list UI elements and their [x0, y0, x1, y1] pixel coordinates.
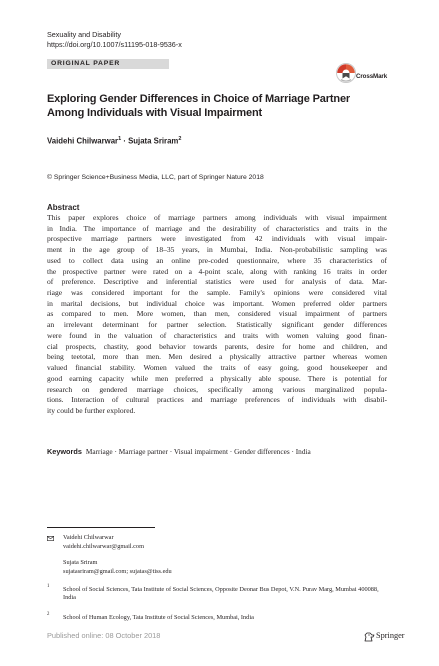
abstract-line: were found in the valuation of characteristics and traits with women valuing good finan-	[47, 330, 387, 340]
coauthor-name: Sujata Sriram	[63, 559, 98, 566]
crossmark-label[interactable]: CrossMark	[356, 73, 388, 80]
keyword: Visual impairment	[173, 447, 228, 456]
keywords	[47, 447, 311, 457]
author-affiliation-mark: 2	[178, 136, 182, 142]
abstract-line: valued financial stability. Women valued the traits of easy going, good housekeeper and	[47, 363, 387, 373]
springer-horse-icon	[363, 632, 375, 642]
keyword: India	[295, 447, 311, 456]
abstract-line: being teetotal, more than men. Men desired a physically attractive partner whereas women	[47, 352, 387, 362]
footnote-divider	[47, 527, 155, 528]
article-type-label: ORIGINAL PAPER	[51, 60, 121, 67]
abstract-line: in India. The importance of marriage and the desirability of characteristics and traits in the	[47, 223, 387, 233]
affiliation-text: School of Social Sciences, Tata Institute of Social Sciences, Opposite Deonar Bus Depot, V.N. Purav Marg, Mumbai 400088, India	[63, 586, 379, 602]
abstract-line: an irrelevant determinant for partner selection. Statistically significant gender differences	[47, 320, 387, 330]
abstract-body	[47, 213, 387, 417]
journal-name: Sexuality and Disability	[47, 30, 121, 39]
envelope-icon	[47, 536, 54, 541]
abstract-line: cial prospects, chastity, good behavior towards parents, desire for home and children, and	[47, 341, 387, 351]
abstract-line: prospective marriage partners were investigated from 42 individuals with visual impair-	[47, 234, 387, 244]
abstract-line: This paper explores choice of marriage partners among individuals with visual impairment	[47, 213, 387, 222]
keyword-separator: ·	[167, 447, 174, 456]
keyword-separator: ·	[112, 447, 119, 456]
abstract-line: ment in the age group of 18–35 years, in Mumbai, India. Non-probabilistic sampling was	[47, 245, 387, 255]
abstract-line: good earning capacity while men preferred a physically able spouse. There is potential for	[47, 373, 387, 383]
abstract-line: the prospective partner were rated on a 4-point scale, along with ranking 16 traits in order	[47, 266, 387, 276]
affiliation-text: School of Human Ecology, Tata Institute of Social Sciences, Mumbai, India	[63, 614, 254, 621]
copyright-notice: © Springer Science+Business Media, LLC, part of Springer Nature 2018	[47, 174, 264, 181]
keyword: Marriage partner	[118, 447, 168, 456]
abstract-line: ity could be further explored.	[47, 405, 136, 415]
abstract-line: research on gendered marriage choices, specifically among various marginalized popula-	[47, 384, 387, 394]
affiliation-number: 1	[47, 584, 50, 589]
author-list	[47, 134, 181, 147]
keyword-separator: ·	[289, 447, 296, 456]
abstract-line: riage was considered important for the sample. Family's opinions were considered vital	[47, 288, 387, 298]
corresponding-author-name: Vaidehi Chilwarwar	[63, 534, 114, 541]
author-name[interactable]: Vaidehi Chilwarwar	[47, 136, 119, 146]
affiliation-number: 2	[47, 612, 50, 617]
keyword: Marriage	[85, 447, 113, 456]
published-date: Published online: 08 October 2018	[47, 631, 161, 640]
abstract-line: as compared to men. More women, than men, considered visual impairment of partners	[47, 309, 387, 319]
author-name[interactable]: Sujata Sriram	[128, 136, 179, 146]
abstract-line: used to collect data using an online pre-coded questionnaire, where 35 characteristics of	[47, 255, 387, 265]
coauthor-email[interactable]: sujatasriram@gmail.com; sujatas@tiss.edu	[63, 567, 172, 575]
doi-link[interactable]: https://doi.org/10.1007/s11195-018-9536-x	[47, 40, 182, 49]
abstract-line: of preference. Descriptive and inferential statistics were used for analysis of data. Mar-	[47, 277, 387, 287]
keyword: Gender differences	[234, 447, 290, 456]
article-title: Exploring Gender Differences in Choice of Marriage Partner Among Individuals with Visual Impairment	[47, 93, 351, 119]
publisher-logo-text: Springer	[376, 631, 405, 640]
keywords-label: Keywords	[47, 447, 82, 456]
abstract-line: in marital decisions, but individual choice was important. Women preferred older partners	[47, 298, 387, 308]
author-separator: ·	[123, 136, 126, 146]
abstract-heading: Abstract	[47, 203, 80, 212]
abstract-line: tions. Interaction of cultural practices and marriage preferences of individuals with disabil-	[47, 395, 387, 405]
keyword-separator: ·	[227, 447, 235, 456]
author-affiliation-mark: 1	[118, 136, 122, 142]
corresponding-author-email[interactable]: vaidehi.chilwarwar@gmail.com	[63, 542, 144, 550]
